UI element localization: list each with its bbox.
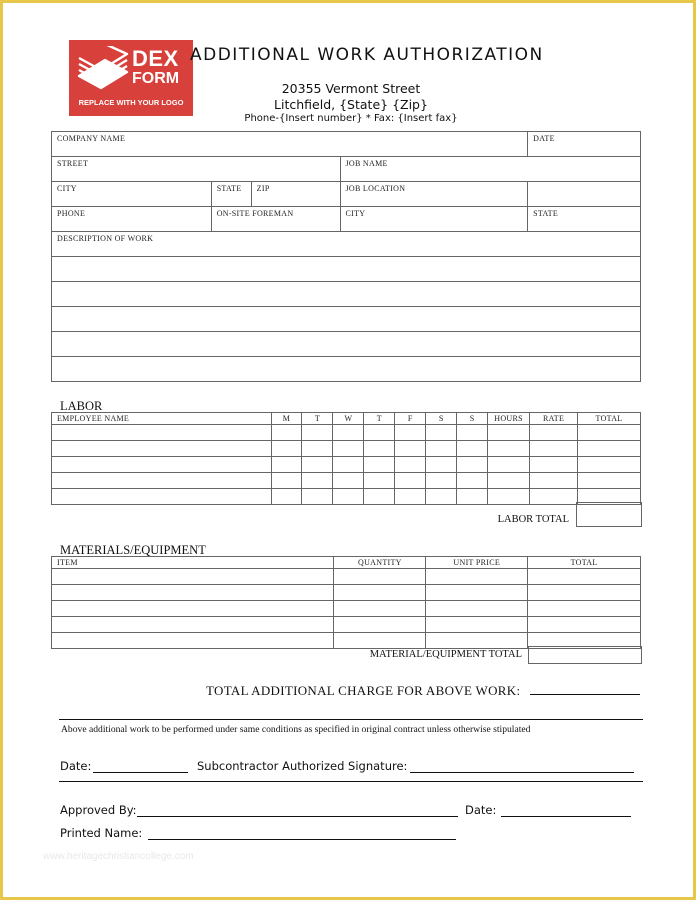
phone-label: PHONE [57, 209, 86, 218]
materials-total-label: MATERIAL/EQUIPMENT TOTAL [369, 649, 522, 660]
form-title: ADDITIONAL WORK AUTHORIZATION [190, 45, 544, 65]
printed-name-field[interactable] [148, 824, 456, 840]
materials-total-field[interactable] [528, 646, 642, 664]
job-state-label: STATE [533, 209, 559, 218]
watermark-text: www.heritagechristiancollege.com [43, 851, 194, 862]
city-field[interactable] [52, 182, 212, 207]
job-city-field[interactable] [340, 207, 528, 232]
description-label: DESCRIPTION OF WORK [57, 234, 154, 243]
logo-tagline: REPLACE WITH YOUR LOGO [78, 98, 184, 107]
labor-header-wed: W [333, 413, 364, 425]
job-location-label: JOB LOCATION [345, 184, 406, 193]
approved-by-label: Approved By: [60, 803, 137, 817]
description-line[interactable] [52, 257, 641, 282]
table-row[interactable] [52, 441, 641, 457]
onsite-foreman-field[interactable] [211, 207, 340, 232]
labor-header-sun: S [457, 413, 488, 425]
description-field[interactable] [52, 232, 641, 257]
table-row[interactable] [52, 473, 641, 489]
company-name-label: COMPANY NAME [57, 134, 126, 143]
materials-section-title: MATERIALS/EQUIPMENT [60, 543, 206, 557]
table-row[interactable] [52, 489, 641, 505]
description-line[interactable] [52, 357, 641, 382]
street-label: STREET [57, 159, 89, 168]
labor-header-tue: T [302, 413, 333, 425]
divider-line [59, 781, 643, 782]
table-row[interactable] [52, 457, 641, 473]
company-name-field[interactable] [52, 132, 528, 157]
materials-header-item: ITEM [52, 557, 334, 569]
job-name-field[interactable] [340, 157, 641, 182]
labor-table [51, 412, 641, 505]
logo-text-form: FORM [132, 70, 180, 87]
labor-total-field[interactable] [576, 502, 642, 527]
subcontractor-signature-field[interactable] [410, 757, 634, 773]
table-row[interactable] [52, 585, 641, 601]
date-label: DATE [533, 134, 555, 143]
labor-header-mon: M [271, 413, 302, 425]
date-label: Date: [60, 759, 92, 773]
labor-total-label: LABOR TOTAL [497, 514, 569, 525]
total-charge-field[interactable] [530, 679, 640, 695]
labor-header-fri: F [395, 413, 426, 425]
table-row[interactable] [52, 601, 641, 617]
labor-header-hours: HOURS [488, 413, 530, 425]
description-line[interactable] [52, 282, 641, 307]
city-label: CITY [57, 184, 77, 193]
state-field[interactable] [211, 182, 251, 207]
total-charge-label: TOTAL ADDITIONAL CHARGE FOR ABOVE WORK: [206, 683, 521, 698]
divider-line [59, 719, 643, 720]
description-line[interactable] [52, 332, 641, 357]
logo-text-dex: DEX [132, 46, 179, 71]
materials-table [51, 556, 641, 649]
job-name-label: JOB NAME [345, 159, 388, 168]
contract-note: Above additional work to be performed under same conditions as specified in original contract unless otherwise stipulated [61, 724, 531, 735]
address-street: 20355 Vermont Street [281, 81, 421, 96]
job-location-extra-field[interactable] [528, 182, 641, 207]
labor-header-employee: EMPLOYEE NAME [52, 413, 272, 425]
labor-header-total: TOTAL [578, 413, 641, 425]
job-location-field[interactable] [340, 182, 528, 207]
zip-field[interactable] [251, 182, 340, 207]
description-line[interactable] [52, 307, 641, 332]
street-field[interactable] [52, 157, 341, 182]
table-row[interactable] [52, 617, 641, 633]
job-state-field[interactable] [528, 207, 641, 232]
labor-header-sat: S [426, 413, 457, 425]
date-field[interactable] [528, 132, 641, 157]
state-label: STATE [216, 184, 242, 193]
materials-header-total: TOTAL [528, 557, 641, 569]
job-city-label: CITY [345, 209, 366, 218]
printed-name-label: Printed Name: [60, 826, 143, 840]
phone-field[interactable] [52, 207, 212, 232]
table-row[interactable] [52, 425, 641, 441]
subcontractor-signature-label: Subcontractor Authorized Signature: [197, 759, 408, 773]
address-city: Litchfield, {State} {Zip} [274, 97, 428, 112]
materials-header-quantity: QUANTITY [334, 557, 426, 569]
zip-label: ZIP [256, 184, 270, 193]
approval-date-label: Date: [465, 803, 497, 817]
labor-header-rate: RATE [530, 413, 578, 425]
job-info-table [51, 131, 641, 382]
contact-line: Phone-{Insert number} * Fax: {Insert fax} [244, 113, 458, 124]
date-signature-field[interactable] [93, 757, 188, 773]
labor-section-title: LABOR [60, 399, 103, 413]
approval-date-field[interactable] [501, 801, 631, 817]
table-row[interactable] [52, 569, 641, 585]
labor-header-thu: T [364, 413, 395, 425]
materials-header-unit-price: UNIT PRICE [426, 557, 528, 569]
approved-by-field[interactable] [137, 801, 458, 817]
onsite-foreman-label: ON-SITE FOREMAN [216, 209, 294, 218]
